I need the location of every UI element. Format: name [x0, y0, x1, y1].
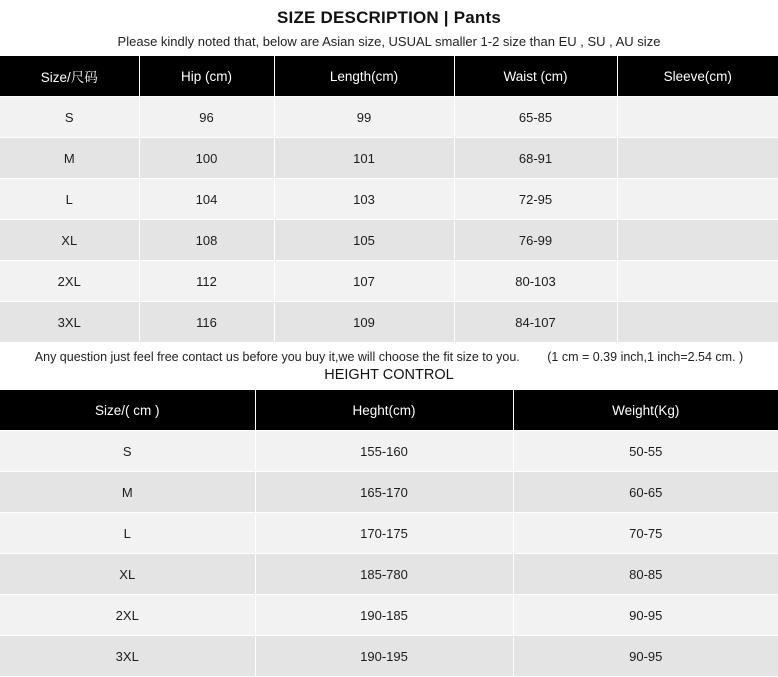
cell-height: 190-195 — [255, 636, 513, 677]
cell-weight: 60-65 — [513, 472, 778, 513]
cell-waist: 84-107 — [454, 302, 617, 343]
cell-size: L — [0, 179, 139, 220]
cell-length: 105 — [274, 220, 454, 261]
cell-height: 170-175 — [255, 513, 513, 554]
cell-sleeve — [617, 97, 778, 138]
cell-hip: 116 — [139, 302, 274, 343]
unit-conversion-text: (1 cm = 0.39 inch,1 inch=2.54 cm. ) — [547, 350, 744, 364]
cell-sleeve — [617, 179, 778, 220]
cell-height: 185-780 — [255, 554, 513, 595]
cell-hip: 104 — [139, 179, 274, 220]
cell-sleeve — [617, 302, 778, 343]
column-header-weight: Weight(Kg) — [513, 390, 778, 431]
page-subtitle: Please kindly noted that, below are Asian size, USUAL smaller 1-2 size than EU , SU , AU size — [117, 34, 661, 49]
column-header-waist: Waist (cm) — [454, 56, 617, 97]
contact-note — [0, 343, 778, 367]
table-row — [0, 595, 778, 636]
cell-sleeve — [617, 261, 778, 302]
column-header-size: Size/( cm ) — [0, 390, 255, 431]
cell-length: 99 — [274, 97, 454, 138]
cell-height: 155-160 — [255, 431, 513, 472]
cell-hip: 96 — [139, 97, 274, 138]
cell-sleeve — [617, 138, 778, 179]
cell-sleeve — [617, 220, 778, 261]
column-header-hip: Hip (cm) — [139, 56, 274, 97]
table-row — [0, 302, 778, 343]
height-control-table — [0, 390, 778, 677]
table-row — [0, 513, 778, 554]
cell-weight: 90-95 — [513, 636, 778, 677]
table-row — [0, 179, 778, 220]
table-row — [0, 431, 778, 472]
cell-length: 103 — [274, 179, 454, 220]
cell-waist: 65-85 — [454, 97, 617, 138]
cell-hip: 108 — [139, 220, 274, 261]
table-row — [0, 554, 778, 595]
cell-hip: 100 — [139, 138, 274, 179]
height-control-title: HEIGHT CONTROL — [324, 367, 454, 383]
cell-size: L — [0, 513, 255, 554]
cell-weight: 90-95 — [513, 595, 778, 636]
height-table-body — [0, 431, 778, 677]
height-table-head — [0, 390, 778, 431]
size-table — [0, 56, 778, 343]
cell-size: 2XL — [0, 595, 255, 636]
page-title: SIZE DESCRIPTION | Pants — [277, 8, 501, 27]
cell-height: 190-185 — [255, 595, 513, 636]
column-header-sleeve: Sleeve(cm) — [617, 56, 778, 97]
contact-note-text: Any question just feel free contact us before you buy it,we will choose the fit size to you. — [34, 350, 520, 364]
table-row — [0, 636, 778, 677]
cell-size: XL — [0, 554, 255, 595]
cell-height: 165-170 — [255, 472, 513, 513]
column-header-size: Size/尺码 — [0, 56, 139, 97]
cell-weight: 80-85 — [513, 554, 778, 595]
table-row — [0, 138, 778, 179]
table-header-row — [0, 390, 778, 431]
cell-length: 101 — [274, 138, 454, 179]
cell-size: 3XL — [0, 302, 139, 343]
cell-waist: 72-95 — [454, 179, 617, 220]
table-header-row — [0, 56, 778, 97]
cell-size: XL — [0, 220, 139, 261]
table-row — [0, 261, 778, 302]
cell-weight: 50-55 — [513, 431, 778, 472]
table-row — [0, 220, 778, 261]
cell-length: 107 — [274, 261, 454, 302]
cell-hip: 112 — [139, 261, 274, 302]
cell-waist: 76-99 — [454, 220, 617, 261]
size-table-body — [0, 97, 778, 343]
table-row — [0, 97, 778, 138]
cell-weight: 70-75 — [513, 513, 778, 554]
cell-waist: 68-91 — [454, 138, 617, 179]
cell-size: M — [0, 472, 255, 513]
cell-size: 2XL — [0, 261, 139, 302]
column-header-height: Heght(cm) — [255, 390, 513, 431]
size-table-head — [0, 56, 778, 97]
cell-size: 3XL — [0, 636, 255, 677]
cell-waist: 80-103 — [454, 261, 617, 302]
column-header-length: Length(cm) — [274, 56, 454, 97]
cell-size: M — [0, 138, 139, 179]
cell-size: S — [0, 431, 255, 472]
cell-size: S — [0, 97, 139, 138]
cell-length: 109 — [274, 302, 454, 343]
table-row — [0, 472, 778, 513]
